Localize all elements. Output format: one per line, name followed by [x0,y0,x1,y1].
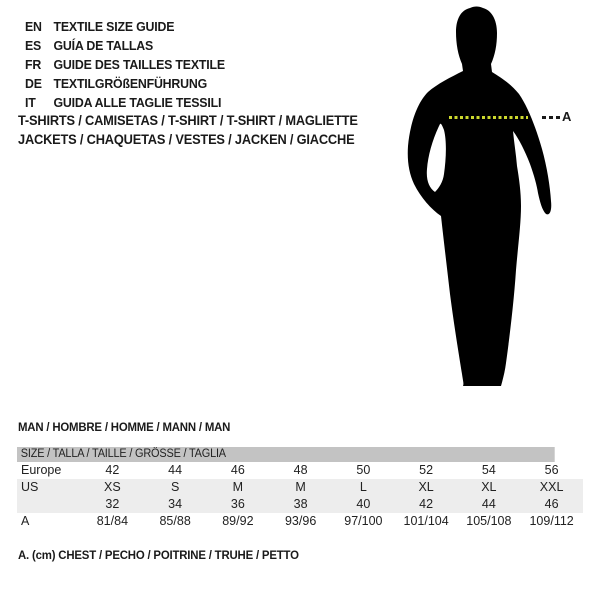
language-title: TEXTILGRÖßENFÜHRUNG [53,76,208,91]
size-value: XL [418,480,434,494]
size-value: 46 [230,463,245,477]
size-value: XS [104,480,121,494]
measurement-footnote: A. (cm) CHEST / PECHO / POITRINE / TRUHE / PETTO [18,548,299,562]
size-value: 81/84 [96,514,129,528]
table-row-numeric [17,496,583,513]
size-value: 44 [481,497,496,511]
language-code: ES [25,38,42,53]
language-title: TEXTILE SIZE GUIDE [53,19,175,34]
size-value: 97/100 [344,514,383,528]
row-label: Europe [21,463,62,477]
size-value: 101/104 [403,514,449,528]
size-value: 54 [481,463,496,477]
size-table [17,447,583,530]
size-value: 34 [168,497,183,511]
chest-measure-dashes [449,116,528,119]
size-value: 42 [419,497,434,511]
product-line-jackets: JACKETS / CHAQUETAS / VESTES / JACKEN / GIACCHE [18,132,355,147]
product-line-tshirts: T-SHIRTS / CAMISETAS / T-SHIRT / T-SHIRT / MAGLIETTE [18,113,358,128]
size-value: 38 [293,497,308,511]
table-row-us [17,479,583,496]
size-value: 40 [356,497,371,511]
row-label [17,496,81,513]
size-value: M [295,480,306,494]
size-value: 52 [419,463,434,477]
language-title: GUIDE DES TAILLES TEXTILE [53,57,225,72]
size-value: 48 [293,463,308,477]
size-value: 93/96 [284,514,317,528]
size-value: 46 [544,497,559,511]
size-value: 109/112 [529,514,574,528]
language-code: IT [25,95,36,110]
measure-leader-dashes [542,116,560,119]
size-value: 36 [230,497,245,511]
table-row-chest-cm [17,513,583,530]
row-label: US [21,480,39,494]
size-value: L [359,480,367,494]
size-value: 44 [168,463,183,477]
size-value: XL [481,480,497,494]
size-table-header: SIZE / TALLA / TAILLE / GRÖSSE / TAGLIA [17,447,555,462]
table-row-europe [17,462,583,479]
section-title: MAN / HOMBRE / HOMME / MANN / MAN [18,420,231,434]
language-title: GUÍA DE TALLAS [53,38,154,53]
size-value: 89/92 [222,514,254,528]
size-value: 32 [105,497,120,511]
size-value: 56 [544,463,559,477]
language-code: EN [25,19,42,34]
measure-label-a: A [562,109,572,124]
size-value: 105/108 [466,514,512,528]
language-code: DE [25,76,42,91]
size-value: S [170,480,180,494]
size-value: 42 [105,463,120,477]
language-title: GUIDA ALLE TAGLIE TESSILI [53,95,222,110]
language-code: FR [25,57,42,72]
size-value: 85/88 [159,514,191,528]
row-label: A [21,514,30,528]
size-value: 50 [356,463,371,477]
size-value: XXL [539,480,564,494]
size-value: M [232,480,244,494]
